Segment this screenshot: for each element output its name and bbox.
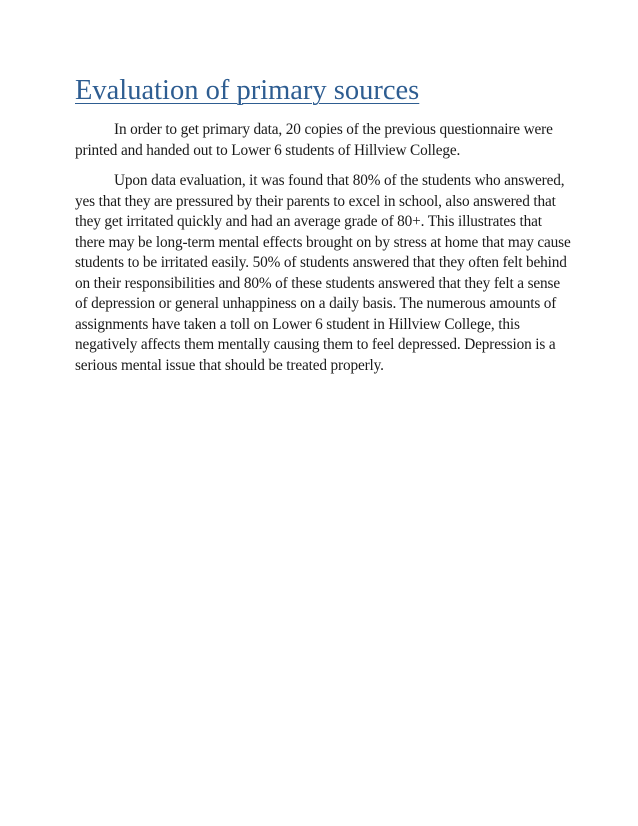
paragraph-line: yes that they are pressured by their parents to excel in school, also answered that [75,192,556,210]
paragraph-line: on their responsibilities and 80% of these students answered that they felt a sense [75,274,560,292]
paragraph-line: In order to get primary data, 20 copies of the previous questionnaire were [114,121,553,138]
paragraph-line: serious mental issue that should be treated properly. [75,356,384,374]
paragraph-line: they get irritated quickly and had an average grade of 80+. This illustrates that [75,213,542,230]
paragraph-line: there may be long-term mental effects brought on by stress at home that may cause [75,233,571,251]
paragraph-line: assignments have taken a toll on Lower 6 student in Hillview College, this [75,315,520,333]
paragraph-line: students to be irritated easily. 50% of students answered that they often felt behind [75,254,567,271]
paragraph-line: negatively affects them mentally causing them to feel depressed. Depression is a [75,336,556,353]
paragraph-data-evaluation [75,171,571,376]
paragraph-primary-data [75,120,553,161]
paragraph-line: of depression or general unhappiness on a daily basis. The numerous amounts of [75,295,557,312]
paragraph-line: printed and handed out to Lower 6 students of Hillview College. [75,141,461,159]
paragraph-line: Upon data evaluation, it was found that 80% of the students who answered, [114,172,565,189]
section-heading: Evaluation of primary sources [75,75,420,106]
